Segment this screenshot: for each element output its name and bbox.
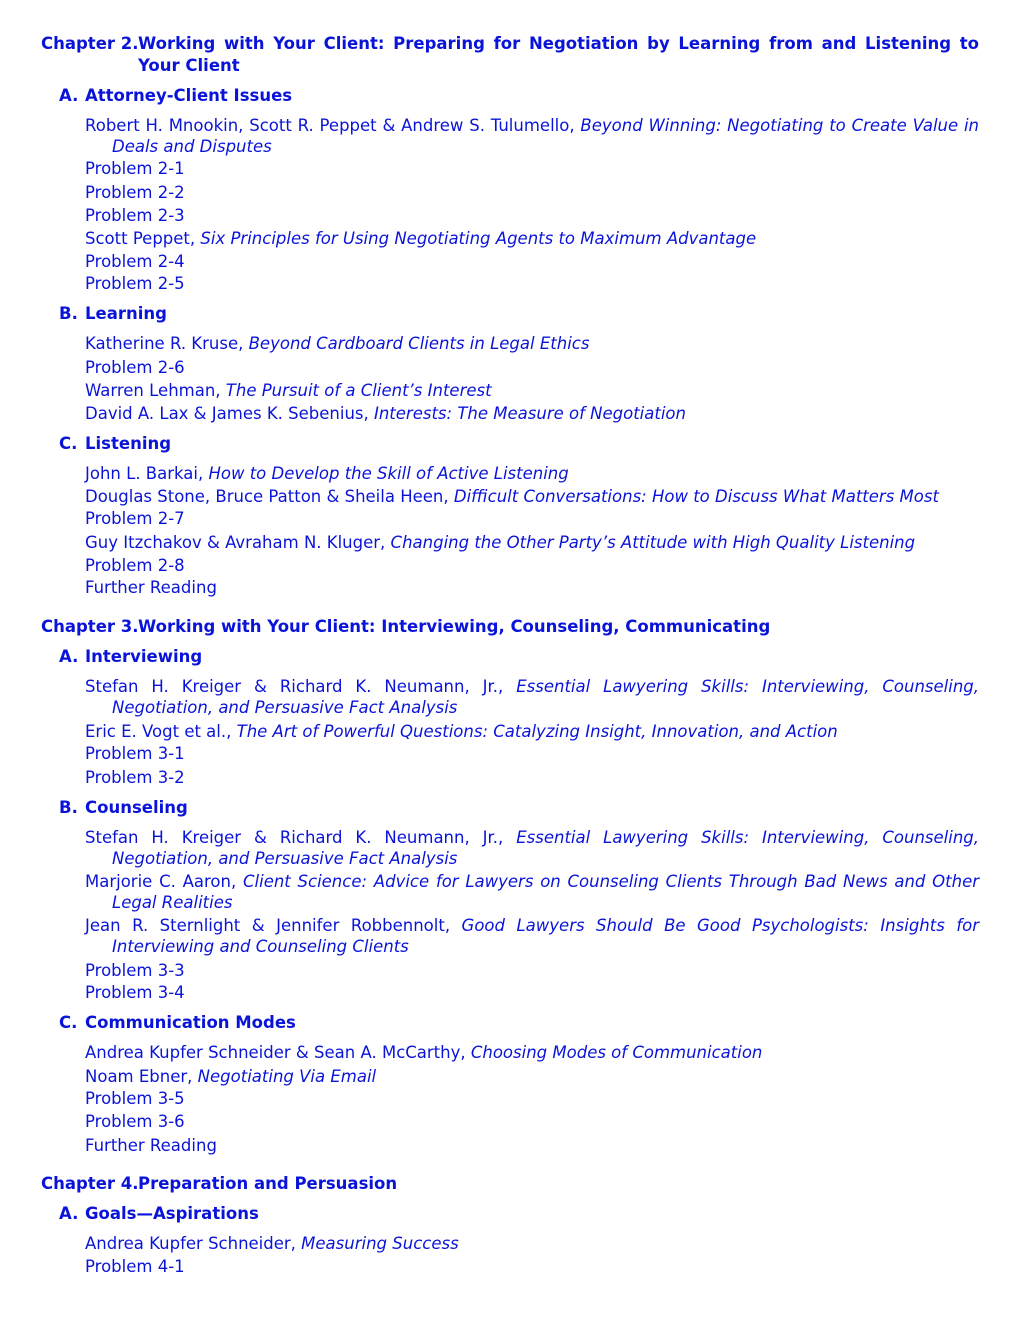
entry-author: David A. Lax & James K. Sebenius, (85, 404, 374, 423)
entry-author: Problem 2-1 (85, 159, 185, 178)
entry-work: Essential Lawyering Skills: Interviewing, Counseling, Negotiation, and Persuasive Fact Analysis (112, 677, 979, 717)
chapter-title: Working with Your Client: Preparing for Negotiation by Learning from and Listening to Your Client (138, 34, 979, 75)
section-heading (59, 1012, 296, 1034)
toc-entry (85, 960, 979, 981)
entry-author: Further Reading (85, 1136, 217, 1155)
entry-work: Beyond Winning: Negotiating to Create Value in Deals and Disputes (112, 116, 979, 156)
entry-author: Stefan H. Kreiger & Richard K. Neumann, Jr., (85, 828, 517, 847)
entry-author: Problem 2-3 (85, 206, 185, 225)
section-title: Counseling (85, 798, 188, 817)
entry-work: Negotiating Via Email (197, 1067, 377, 1086)
toc-entry (85, 463, 979, 484)
chapter-number: Chapter 3. (41, 617, 139, 636)
entry-author: Robert H. Mnookin, Scott R. Peppet & Andrew S. Tulumello, (85, 116, 581, 135)
toc-entry (85, 182, 979, 203)
toc-entry (85, 228, 979, 249)
chapter-number: Chapter 4. (41, 1174, 139, 1193)
section-heading (59, 303, 167, 325)
section-title: Goals—Aspirations (85, 1204, 259, 1223)
toc-entry (85, 676, 979, 718)
section-heading (59, 433, 171, 455)
toc-entry (85, 1088, 979, 1109)
section-heading (59, 1203, 259, 1225)
section-heading (59, 646, 202, 668)
chapter-heading (41, 1173, 979, 1195)
entry-author: Problem 2-8 (85, 556, 185, 575)
entry-author: Andrea Kupfer Schneider, (85, 1234, 302, 1253)
toc-entry (85, 486, 979, 507)
entry-author: Scott Peppet, (85, 229, 201, 248)
entry-work: The Art of Powerful Questions: Catalyzing Insight, Innovation, and Action (236, 722, 838, 741)
chapter-title: Preparation and Persuasion (138, 1174, 398, 1193)
toc-entry (85, 205, 979, 226)
chapter-title: Working with Your Client: Interviewing, Counseling, Communicating (138, 617, 771, 636)
toc-entry (85, 1111, 979, 1132)
entry-author: Douglas Stone, Bruce Patton & Sheila Heen, (85, 487, 454, 506)
entry-author: Andrea Kupfer Schneider & Sean A. McCarthy, (85, 1043, 471, 1062)
section-letter: A. (59, 1204, 79, 1223)
section-title: Listening (85, 434, 172, 453)
entry-work: Measuring Success (301, 1234, 459, 1253)
toc-entry (85, 380, 979, 401)
section-title: Attorney-Client Issues (85, 86, 293, 105)
toc-entry (85, 1135, 979, 1156)
chapter-heading (41, 33, 979, 77)
entry-author: Problem 3-4 (85, 983, 185, 1002)
entry-author: Problem 3-3 (85, 961, 185, 980)
entry-author: Problem 2-2 (85, 183, 185, 202)
toc-entry (85, 577, 979, 598)
toc-entry (85, 403, 979, 424)
entry-author: John L. Barkai, (85, 464, 209, 483)
entry-author: Marjorie C. Aaron, (85, 872, 243, 891)
toc-entry (85, 333, 979, 354)
entry-work: How to Develop the Skill of Active Listening (208, 464, 569, 483)
entry-author: Problem 2-4 (85, 252, 185, 271)
section-title: Learning (85, 304, 167, 323)
toc-entry (85, 1233, 979, 1254)
entry-author: Problem 2-7 (85, 509, 185, 528)
chapter-heading (41, 616, 979, 638)
entry-author: Problem 3-6 (85, 1112, 185, 1131)
section-letter: B. (59, 798, 78, 817)
entry-author: Problem 3-5 (85, 1089, 185, 1108)
toc-entry (85, 532, 979, 553)
section-letter: C. (59, 1013, 78, 1032)
entry-author: Jean R. Sternlight & Jennifer Robbennolt, (85, 916, 462, 935)
toc-entry (85, 982, 979, 1003)
chapter-number: Chapter 2. (41, 34, 139, 53)
toc-entry (85, 251, 979, 272)
toc-entry (85, 871, 979, 913)
entry-author: Problem 2-6 (85, 358, 185, 377)
entry-work: Essential Lawyering Skills: Interviewing, Counseling, Negotiation, and Persuasive Fact Analysis (112, 828, 979, 868)
section-letter: B. (59, 304, 78, 323)
toc-entry (85, 115, 979, 157)
entry-author: Katherine R. Kruse, (85, 334, 249, 353)
entry-work: Choosing Modes of Communication (470, 1043, 763, 1062)
toc-entry (85, 508, 979, 529)
entry-author: Guy Itzchakov & Avraham N. Kluger, (85, 533, 391, 552)
section-letter: A. (59, 86, 79, 105)
entry-work: Changing the Other Party’s Attitude with High Quality Listening (390, 533, 916, 552)
entry-author: Warren Lehman, (85, 381, 226, 400)
toc-entry (85, 827, 979, 869)
entry-work: Interests: The Measure of Negotiation (373, 404, 686, 423)
entry-author: Problem 3-1 (85, 744, 185, 763)
section-heading (59, 85, 292, 107)
section-letter: C. (59, 434, 78, 453)
entry-author: Further Reading (85, 578, 217, 597)
entry-work: Six Principles for Using Negotiating Agents to Maximum Advantage (200, 229, 757, 248)
toc-entry (85, 767, 979, 788)
toc-entry (85, 743, 979, 764)
section-title: Communication Modes (85, 1013, 296, 1032)
toc-entry (85, 915, 979, 957)
toc-entry (85, 555, 979, 576)
entry-work: The Pursuit of a Client’s Interest (225, 381, 492, 400)
entry-work: Client Science: Advice for Lawyers on Counseling Clients Through Bad News and Other Legal Realities (112, 872, 979, 912)
entry-work: Good Lawyers Should Be Good Psychologists: Insights for Interviewing and Counseling Clients (112, 916, 979, 956)
toc-entry (85, 1066, 979, 1087)
toc-entry (85, 273, 979, 294)
section-heading (59, 797, 188, 819)
entry-author: Problem 4-1 (85, 1257, 185, 1276)
entry-work: Beyond Cardboard Clients in Legal Ethics (248, 334, 590, 353)
entry-author: Eric E. Vogt et al., (85, 722, 237, 741)
entry-author: Stefan H. Kreiger & Richard K. Neumann, Jr., (85, 677, 517, 696)
entry-author: Noam Ebner, (85, 1067, 198, 1086)
toc-entry (85, 1042, 979, 1063)
section-letter: A. (59, 647, 79, 666)
entry-author: Problem 3-2 (85, 768, 185, 787)
toc-entry (85, 721, 979, 742)
toc-entry (85, 158, 979, 179)
toc-entry (85, 357, 979, 378)
entry-work: Difficult Conversations: How to Discuss What Matters Most (453, 487, 939, 506)
section-title: Interviewing (85, 647, 203, 666)
toc-entry (85, 1256, 979, 1277)
entry-author: Problem 2-5 (85, 274, 185, 293)
